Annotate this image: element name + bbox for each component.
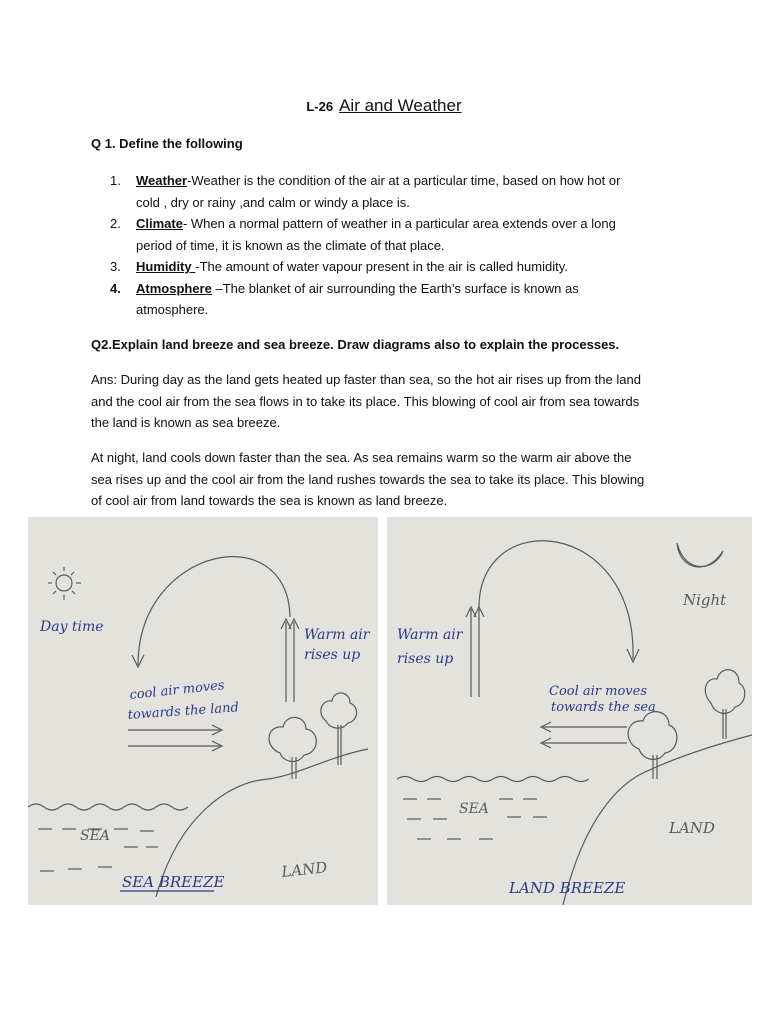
- cool-air-label-2: towards the sea: [551, 700, 656, 715]
- cool-air-label-1: cool air moves: [128, 678, 226, 703]
- term-climate: Climate: [136, 216, 183, 231]
- land-label: LAND: [280, 858, 329, 881]
- answer-line: and the cool air from the sea flows in to take its place. This blowing of cool air from sea towards: [91, 393, 640, 409]
- cool-air-label-1: Cool air moves: [549, 684, 648, 699]
- answer-line: Ans: During day as the land gets heated up faster than sea, so the hot air rises up from the land: [91, 372, 641, 387]
- answer-line: the land is known as sea breeze.: [91, 415, 281, 430]
- term-weather: Weather: [136, 173, 188, 188]
- answer-sea-breeze: [91, 369, 691, 434]
- definition-humidity: [110, 256, 690, 278]
- warm-air-label-2: rises up: [397, 651, 454, 667]
- sea-breeze-drawing: [28, 517, 378, 905]
- definition-weather: [110, 170, 690, 213]
- answer-line: At night, land cools down faster than the sea. As sea remains warm so the warm air above the: [91, 450, 632, 465]
- time-label: Night: [683, 591, 727, 609]
- definition-text: –The blanket of air surrounding the Earth’s surface is known as: [211, 280, 579, 296]
- list-number: 2.: [110, 216, 121, 231]
- question-2-heading: Q2.Explain land breeze and sea breeze. Draw diagrams also to explain the processes.: [91, 337, 620, 352]
- land-breeze-drawing: [387, 517, 752, 905]
- lesson-number: L-26: [306, 99, 334, 114]
- warm-air-label-1: Warm air: [304, 627, 370, 643]
- list-number: 3.: [110, 259, 121, 274]
- definition-text: - When a normal pattern of weather in a particular area extends over a long: [182, 216, 616, 231]
- definition-text-cont: period of time, it is known as the climate of that place.: [136, 237, 445, 253]
- warm-air-label-2: rises up: [304, 647, 361, 663]
- definition-climate: [110, 213, 690, 256]
- cool-air-label-2: towards the land: [127, 700, 240, 723]
- diagram-caption: SEA BREEZE: [122, 873, 225, 891]
- lesson-title: Air and Weather: [339, 96, 462, 115]
- answer-line: of cool air from land towards the sea is known as land breeze.: [91, 493, 448, 508]
- land-label: LAND: [669, 819, 715, 837]
- land-breeze-diagram: [387, 517, 752, 905]
- diagram-caption: LAND BREEZE: [509, 879, 626, 897]
- sea-label: SEA: [459, 801, 489, 817]
- definition-text-cont: cold , dry or rainy ,and calm or windy a place is.: [136, 194, 410, 210]
- question-1-heading: Q 1. Define the following: [91, 136, 243, 151]
- definition-list: [110, 170, 690, 321]
- term-atmosphere: Atmosphere: [136, 280, 212, 296]
- list-number: 4.: [110, 280, 121, 296]
- warm-air-label-1: Warm air: [397, 627, 463, 643]
- term-humidity: Humidity: [136, 259, 196, 274]
- time-label: Day time: [40, 619, 104, 635]
- page-title: [0, 96, 768, 116]
- definition-text: -The amount of water vapour present in the air is called humidity.: [195, 259, 568, 274]
- sea-label: SEA: [80, 828, 110, 844]
- answer-line: sea rises up and the cool air from the land rushes towards the sea to take its place. This blowing: [91, 471, 645, 487]
- definition-atmosphere: [110, 278, 690, 321]
- list-number: 1.: [110, 173, 121, 188]
- sea-breeze-diagram: [28, 517, 378, 905]
- answer-land-breeze: [91, 447, 691, 512]
- definition-text-cont: atmosphere.: [136, 302, 209, 317]
- definition-text: -Weather is the condition of the air at a particular time, based on how hot or: [187, 173, 621, 188]
